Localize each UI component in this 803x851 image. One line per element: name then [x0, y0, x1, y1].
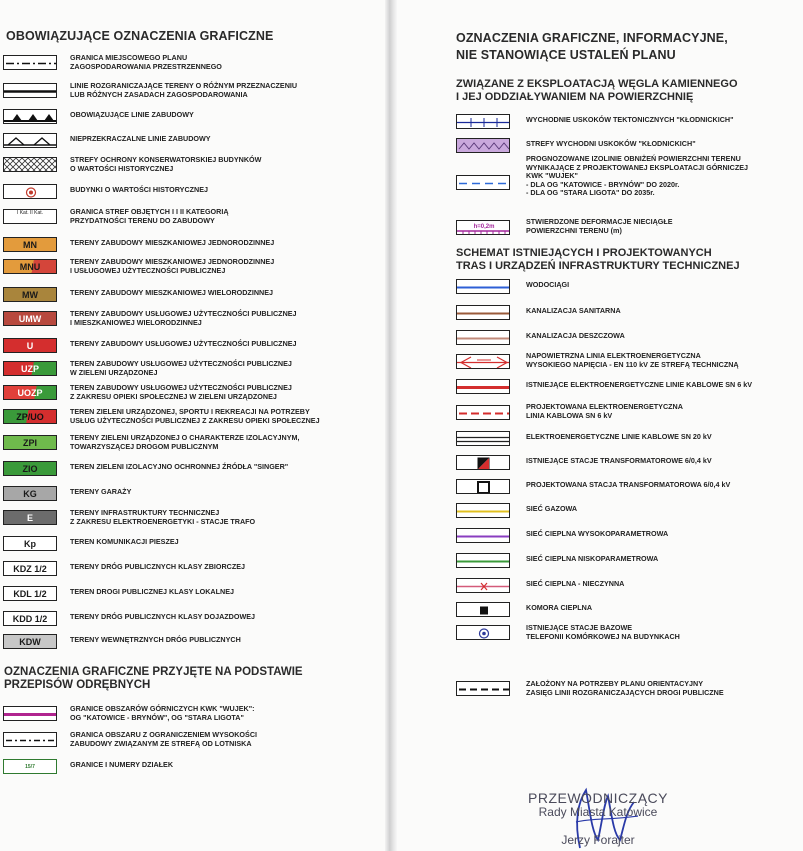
legend-row [0, 583, 383, 605]
legend-row [0, 406, 383, 428]
legend-row [404, 500, 803, 522]
zone-code-symbol: ZP/UO [3, 409, 57, 424]
gas-network-symbol [456, 503, 510, 518]
zone-code-symbol: MN [3, 237, 57, 252]
zone-code-symbol: MNU [3, 259, 57, 274]
legend-row [0, 558, 383, 580]
legend-row [404, 550, 803, 572]
legend-row [404, 350, 803, 372]
overhead-power-line-symbol [456, 354, 510, 369]
fault-outcrop-symbol [456, 114, 510, 129]
legend-row [404, 327, 803, 349]
zone-code-symbol: KDW [3, 634, 57, 649]
legend-row [404, 302, 803, 324]
zone-code-symbol: KDZ 1/2 [3, 561, 57, 576]
legend-row [0, 507, 383, 529]
legend-label: TEREN DROGI PUBLICZNEJ KLASY LOKALNEJ [70, 587, 234, 596]
fault-zone-symbol [456, 138, 510, 153]
legend-row [0, 533, 383, 555]
boundary-line-symbol [3, 83, 57, 98]
zone-code-symbol: U [3, 338, 57, 353]
legend-row [404, 154, 803, 197]
sanitary-sewer-symbol [456, 305, 510, 320]
legend-label: TERENY DRÓG PUBLICZNYCH KLASY ZBIORCZEJ [70, 562, 246, 571]
legend-row [0, 703, 383, 725]
non-exceedable-building-line-symbol [3, 133, 57, 148]
legend-label: GRANICE OBSZARÓW GÓRNICZYCH KWK "WUJEK": OG "KATOWICE - BRYNÓW", OG "STARA LIGOTA" [70, 704, 255, 722]
signature-council: Rady Miasta Katowice [538, 805, 658, 819]
legend-row [404, 376, 803, 398]
zone-code-symbol: MW [3, 287, 57, 302]
cable-20kv-symbol [456, 431, 510, 446]
legend-label: PROJEKTOWANA STACJA TRANSFORMATOROWA 6/0,4 kV [526, 480, 731, 489]
legend-row [0, 458, 383, 480]
legend-label: TERENY WEWNĘTRZNYCH DRÓG PUBLICZNYCH [70, 635, 241, 644]
zone-code-symbol: Kp [3, 536, 57, 551]
legend-row [404, 525, 803, 547]
legend-label: ISTNIEJĄCE STACJE BAZOWE TELEFONII KOMÓRKOWEJ NA BUDYNKACH [526, 623, 680, 641]
legend-row [404, 575, 803, 597]
legend-row [0, 483, 383, 505]
legend-row [0, 756, 383, 778]
legend-label: WYCHODNIE USKOKÓW TEKTONICZNYCH "KŁODNICKICH" [526, 115, 734, 124]
legend-row [0, 130, 383, 152]
legend-label: TEREN ZABUDOWY USŁUGOWEJ UŻYTECZNOŚCI PUBLICZNEJ Z ZAKRESU OPIEKI SPOŁECZNEJ W ZIELENI URZĄDZONEJ [70, 383, 292, 401]
legend-row [0, 80, 383, 102]
legend-label: GRANICA STREF OBJĘTYCH I I II KATEGORIĄ PRZYDATNOŚCI TERENU DO ZABUDOWY [70, 207, 229, 225]
legend-label: STREFY OCHRONY KONSERWATORSKIEJ BUDYNKÓW O WARTOŚCI HISTORYCZNEJ [70, 155, 262, 173]
subsidence-isoline-symbol [456, 175, 510, 190]
parcel-number-symbol: 15/7 [3, 759, 57, 774]
legend-label: GRANICA MIEJSCOWEGO PLANU ZAGOSPODAROWANIA PRZESTRZENNEGO [70, 53, 222, 71]
legend-label: TERENY GARAŻY [70, 487, 132, 496]
planned-transformer-symbol [456, 479, 510, 494]
legend-label: ISTNIEJĄCE ELEKTROENERGETYCZNE LINIE KABLOWE SN 6 kV [526, 380, 753, 389]
legend-label: TERENY ZABUDOWY USŁUGOWEJ UŻYTECZNOŚCI PUBLICZNEJ [70, 339, 297, 348]
legend-row [0, 106, 383, 128]
discontinuous-deformation-symbol [456, 220, 510, 235]
zone-code-symbol: ZIO [3, 461, 57, 476]
zone-code-symbol: KG [3, 486, 57, 501]
legend-row [0, 234, 383, 256]
zone-code-symbol: KDL 1/2 [3, 586, 57, 601]
legend-row [0, 256, 383, 278]
legend-label: TERENY ZIELENI URZĄDZONEJ O CHARAKTERZE IZOLACYJNYM, TOWARZYSZĄCEJ DROGOM PUBLICZNYM [70, 433, 300, 451]
legend-label: ZAŁOŻONY NA POTRZEBY PLANU ORIENTACYJNY ZASIĘG LINII ROZGRANICZAJĄCYCH DROGI PUBLICZNE [526, 679, 724, 697]
airport-height-limit-symbol [3, 732, 57, 747]
legend-label: TERENY ZABUDOWY USŁUGOWEJ UŻYTECZNOŚCI PUBLICZNEJ I MIESZKANIOWEJ WIELORODZINNEJ [70, 309, 297, 327]
legend-label: OBOWIĄZUJĄCE LINIE ZABUDOWY [70, 110, 194, 119]
heat-high-param-symbol [456, 528, 510, 543]
legend-label: SIEĆ CIEPLNA WYSOKOPARAMETROWA [526, 529, 669, 538]
zone-code-symbol: UOZP [3, 385, 57, 400]
legend-label: TEREN ZIELENI IZOLACYJNO OCHRONNEJ ŹRÓDŁA "SINGER" [70, 462, 289, 471]
signature-title: PRZEWODNICZĄCY [528, 790, 668, 806]
zone-code-symbol: KDD 1/2 [3, 611, 57, 626]
legend-row [404, 428, 803, 450]
existing-transformer-symbol [456, 455, 510, 470]
legend-row [404, 401, 803, 423]
signature-block [528, 790, 668, 847]
legend-row [0, 308, 383, 330]
legend-label: SIEĆ CIEPLNA - NIECZYNNA [526, 579, 625, 588]
legend-row [0, 335, 383, 357]
deformation-height-label: h=0,2m [473, 224, 495, 230]
conservation-zone-symbol [3, 157, 57, 172]
base-station-icon [456, 625, 510, 640]
infrastructure-subtitle: SCHEMAT ISTNIEJĄCYCH I PROJEKTOWANYCH TRAS I URZĄDZEŃ INFRASTRUKTURY TECHNICZNEJ [456, 247, 740, 272]
legend-label: BUDYNKI O WARTOŚCI HISTORYCZNEJ [70, 185, 209, 194]
mining-subtitle: ZWIĄZANE Z EKSPLOATACJĄ WĘGLA KAMIENNEGO I JEJ ODDZIAŁYWANIEM NA POWIERZCHNIĘ [456, 78, 738, 103]
legend-row [404, 599, 803, 621]
legend-row [0, 729, 383, 751]
legend-label: GRANICA OBSZARU Z OGRANICZENIEM WYSOKOŚCI ZABUDOWY ZWIĄZANYM ZE STREFĄ OD LOTNISKA [70, 730, 258, 748]
legend-row [0, 181, 383, 203]
legend-row [0, 284, 383, 306]
planned-cable-6kv-symbol [456, 405, 510, 420]
legend-label: PROJEKTOWANA ELEKTROENERGETYCZNA LINIA KABLOWA SN 6 kV [526, 402, 683, 420]
legend-label: TERENY ZABUDOWY MIESZKANIOWEJ WIELORODZINNEJ [70, 288, 273, 297]
legend-row [404, 216, 803, 238]
legend-label: NAPOWIETRZNA LINIA ELEKTROENERGETYCZNA WYSOKIEGO NAPIĘCIA - EN 110 kV ZE STREFĄ TECHNICZNĄ [526, 351, 739, 369]
legend-label: SIEĆ CIEPLNA NISKOPARAMETROWA [526, 554, 659, 563]
legend-label: TEREN KOMUNIKACJI PIESZEJ [70, 537, 179, 546]
legend-label: TERENY INFRASTRUKTURY TECHNICZNEJ Z ZAKRESU ELEKTROENERGETYKI - STACJE TRAFO [70, 508, 256, 526]
legend-label: PROGNOZOWANE IZOLINIE OBNIŻEŃ POWIERZCHNI TERENU WYNIKAJĄCE Z PROJEKTOWANEJ EKSPLOATACJI GÓRNICZEJ KWK "WUJEK" - DLA OG "KATOWICE - BRYNÓW" DO 2020r. - DLA OG "STARA LIGOTA" DO 2035r. [526, 154, 749, 197]
heat-chamber-symbol [456, 602, 510, 617]
plan-boundary-symbol [3, 55, 57, 70]
existing-cable-6kv-symbol [456, 379, 510, 394]
legend-label: NIEPRZEKRACZALNE LINIE ZABUDOWY [70, 134, 211, 143]
legend-row [0, 358, 383, 380]
legend-label: SIEĆ GAZOWA [526, 504, 578, 513]
legend-row [0, 206, 383, 228]
heat-inactive-symbol [456, 578, 510, 593]
zone-code-symbol: E [3, 510, 57, 525]
zone-code-symbol: UMW [3, 311, 57, 326]
legend-label: TERENY ZABUDOWY MIESZKANIOWEJ JEDNORODZINNEJ I USŁUGOWEJ UŻYTECZNOŚCI PUBLICZNEJ [70, 257, 275, 275]
historic-building-symbol [3, 184, 57, 199]
road-boundary-approx-symbol [456, 681, 510, 696]
heat-low-param-symbol [456, 553, 510, 568]
legend-row [404, 476, 803, 498]
mandatory-building-line-symbol [3, 109, 57, 124]
legend-label: ISTNIEJĄCE STACJE TRANSFORMATOROWE 6/0,4 kV [526, 456, 712, 465]
legend-row [404, 452, 803, 474]
legend-row [404, 678, 803, 700]
signature-name: Jerzy Forajter [561, 833, 635, 847]
legend-label: STWIERDZONE DEFORMACJE NIECIĄGŁE POWIERZCHNI TERENU (m) [526, 217, 673, 235]
water-pipe-symbol [456, 279, 510, 294]
mining-area-boundary-symbol [3, 706, 57, 721]
legend-row [0, 631, 383, 653]
legend-label: GRANICE I NUMERY DZIAŁEK [70, 760, 174, 769]
storm-sewer-symbol [456, 330, 510, 345]
legend-row [0, 52, 383, 74]
legend-label: TEREN ZABUDOWY USŁUGOWEJ UŻYTECZNOŚCI PUBLICZNEJ W ZIELENI URZĄDZONEJ [70, 359, 292, 377]
left-title: OBOWIĄZUJĄCE OZNACZENIA GRAFICZNE [6, 29, 274, 43]
zone-code-symbol: UZP [3, 361, 57, 376]
legend-label: KOMORA CIEPLNA [526, 603, 593, 612]
legend-row [404, 276, 803, 298]
legend-row [0, 154, 383, 176]
legend-label: KANALIZACJA SANITARNA [526, 306, 621, 315]
right-title: OZNACZENIA GRAFICZNE, INFORMACYJNE, NIE STANOWIĄCE USTALEŃ PLANU [456, 31, 728, 62]
legend-row [404, 111, 803, 133]
legend-row [0, 608, 383, 630]
page-fold [385, 0, 397, 851]
legend-row [404, 622, 803, 644]
legend-label: TERENY DRÓG PUBLICZNYCH KLASY DOJAZDOWEJ [70, 612, 256, 621]
legend-label: STREFY WYCHODNI USKOKÓW "KŁODNICKICH" [526, 139, 696, 148]
legend-label: TEREN ZIELENI URZĄDZONEJ, SPORTU I REKREACJI NA POTRZEBY USŁUG UŻYTECZNOŚCI PUBLICZNEJ Z ZAKRESU OPIEKI SPOŁECZNEJ [70, 407, 320, 425]
left-section-title: OZNACZENIA GRAFICZNE PRZYJĘTE NA PODSTAWIE PRZEPISÓW ODRĘBNYCH [4, 666, 303, 691]
legend-row [0, 432, 383, 454]
legend-label: ELEKTROENERGETYCZNE LINIE KABLOWE SN 20 kV [526, 432, 712, 441]
legend-row [0, 382, 383, 404]
suitability-zone-symbol: I Kat. II Kat. [3, 209, 57, 224]
zone-code-symbol: ZPI [3, 435, 57, 450]
legend-label: KANALIZACJA DESZCZOWA [526, 331, 625, 340]
legend-label: TERENY ZABUDOWY MIESZKANIOWEJ JEDNORODZINNEJ [70, 238, 275, 247]
legend-label: LINIE ROZGRANICZAJĄCE TERENY O RÓŻNYM PRZEZNACZENIU LUB RÓŻNYCH ZASADACH ZAGOSPODAROWANIA [70, 81, 298, 99]
legend-label: WODOCIĄGI [526, 280, 570, 289]
